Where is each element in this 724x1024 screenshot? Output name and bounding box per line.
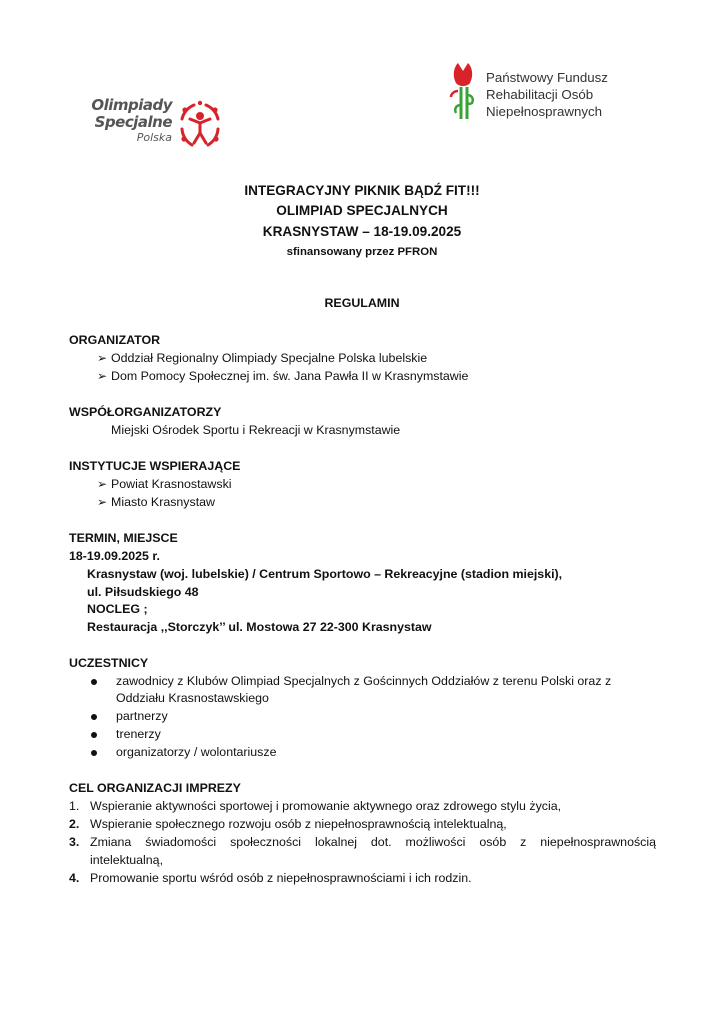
termin-address: ul. Piłsudskiego 48 (87, 585, 199, 599)
wspolorganizatorzy-heading: WSPÓŁORGANIZATORZY (69, 405, 222, 419)
uczestnicy-heading: UCZESTNICY (69, 656, 149, 670)
logo-text-line3: Polska (136, 131, 172, 144)
organizator-item (97, 351, 427, 365)
uczestnicy-item-continued: Oddziału Krasnostawskiego (116, 691, 269, 705)
bullet-dot-icon (91, 750, 97, 756)
title-line1: INTEGRACYJNY PIKNIK BĄDŹ FIT!!! (244, 183, 480, 198)
arrow-bullet-icon: ➢ (97, 351, 108, 365)
cel-item: Wspieranie społecznego rozwoju osób z niepełnosprawnością intelektualną, (90, 817, 507, 831)
special-olympics-wordmark (80, 97, 172, 145)
list-number: 1. (69, 799, 80, 813)
uczestnicy-item: organizatorzy / wolontariusze (116, 745, 277, 759)
special-olympics-figure-icon (176, 99, 224, 151)
regulamin-heading: REGULAMIN (324, 296, 400, 310)
pfron-line2: Rehabilitacji Osób (486, 87, 594, 102)
arrow-bullet-icon: ➢ (97, 477, 108, 491)
logo-text-line1: Olimpiady (91, 96, 172, 114)
uczestnicy-item: zawodnicy z Klubów Olimpiad Specjalnych z Gościnnych Oddziałów z terenu Polski oraz z (116, 674, 612, 688)
termin-heading: TERMIN, MIEJSCE (69, 531, 178, 545)
tulip-icon (448, 61, 478, 123)
wspolorganizatorzy-text: Miejski Ośrodek Sportu i Rekreacji w Krasnymstawie (111, 423, 401, 437)
cel-item-continued: intelektualną, (90, 853, 164, 867)
uczestnicy-item: partnerzy (116, 709, 168, 723)
special-olympics-logo (80, 97, 230, 157)
arrow-bullet-icon: ➢ (97, 369, 108, 383)
title-funding: sfinansowany przez PFRON (286, 246, 438, 258)
cel-item: Promowanie sportu wśród osób z niepełnosprawnościami i ich rodzin. (90, 871, 472, 885)
title-line3: KRASNYSTAW – 18-19.09.2025 (262, 224, 462, 239)
list-number: 2. (69, 817, 80, 831)
bullet-dot-icon (91, 679, 97, 685)
logo-text-line2: Specjalne (94, 113, 172, 131)
cel-heading: CEL ORGANIZACJI IMPREZY (69, 781, 241, 795)
arrow-bullet-icon: ➢ (97, 495, 108, 509)
title-line2: OLIMPIAD SPECJALNYCH (276, 203, 448, 218)
organizator-item (97, 369, 468, 383)
restauracja-text: Restauracja ,,Storczyk’’ ul. Mostowa 27 22-300 Krasnystaw (87, 620, 432, 634)
organizator-heading: ORGANIZATOR (69, 333, 161, 347)
organizator-item-label: Oddział Regionalny Olimpiady Specjalne Polska lubelskie (111, 351, 428, 365)
pfron-line3: Niepełnosprawnych (486, 104, 603, 119)
pfron-wordmark (486, 69, 608, 120)
cel-item: Zmiana świadomości społeczności lokalnej dot. możliwości osób z niepełnosprawnością (90, 835, 656, 849)
nocleg-label: NOCLEG ; (87, 602, 148, 616)
list-number: 3. (69, 835, 80, 849)
instytucje-item-label: Powiat Krasnostawski (111, 477, 232, 491)
cel-item: Wspieranie aktywności sportowej i promowanie aktywnego oraz zdrowego stylu życia, (90, 799, 562, 813)
termin-date: 18-19.09.2025 r. (69, 549, 160, 563)
instytucje-item (97, 495, 215, 509)
uczestnicy-item: trenerzy (116, 727, 161, 741)
instytucje-item (97, 477, 232, 491)
termin-place: Krasnystaw (woj. lubelskie) / Centrum Sportowo – Rekreacyjne (stadion miejski), (87, 567, 563, 581)
pfron-line1: Państwowy Fundusz (486, 70, 608, 85)
bullet-dot-icon (91, 732, 97, 738)
bullet-dot-icon (91, 714, 97, 720)
instytucje-heading: INSTYTUCJE WSPIERAJĄCE (69, 459, 241, 473)
instytucje-item-label: Miasto Krasnystaw (111, 495, 215, 509)
list-number: 4. (69, 871, 80, 885)
pfron-logo (448, 61, 648, 125)
organizator-item-label: Dom Pomocy Społecznej im. św. Jana Pawła II w Krasnymstawie (111, 369, 469, 383)
